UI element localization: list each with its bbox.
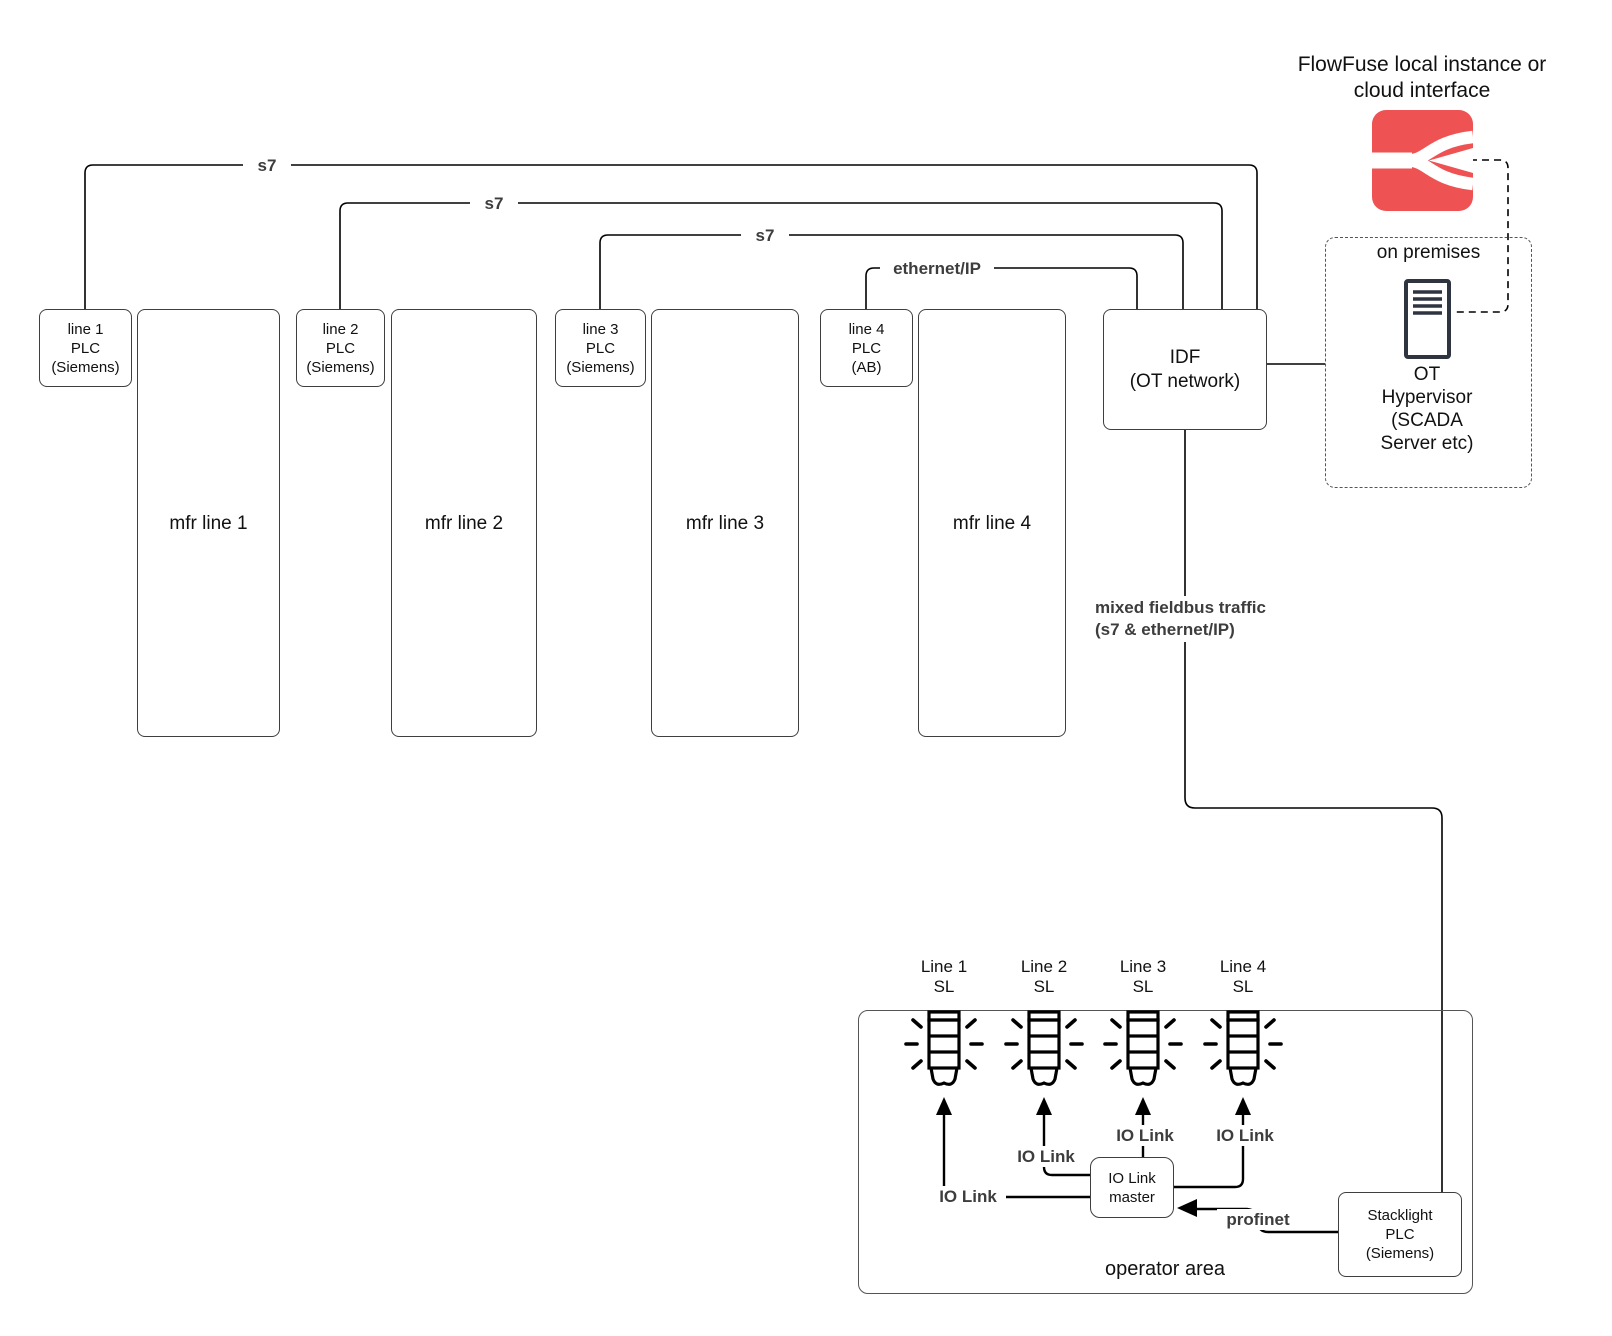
s7-label-2: s7: [470, 193, 518, 214]
s7-connector-2: [340, 203, 1222, 309]
stacklight-label-4: Line 4 SL: [1219, 957, 1267, 996]
io-link-label-1: IO Link: [930, 1186, 1006, 1207]
flowfuse-title-line2: cloud interface: [1353, 79, 1491, 102]
s7-label-1: s7: [243, 155, 291, 176]
stacklight-icon: [1201, 1008, 1285, 1100]
ot-hypervisor-label: [1337, 363, 1517, 455]
node-line2-plc: line 2 PLC (Siemens): [296, 309, 385, 387]
flowfuse-logo-icon: [1372, 110, 1473, 211]
stacklight-icon: [902, 1008, 986, 1100]
ot-hypervisor-line3: (SCADA: [1391, 410, 1463, 431]
mfr-line-1-label: mfr line 1: [169, 512, 248, 534]
node-mfr-line-2: [391, 309, 537, 737]
s7-connector-1: [85, 165, 1257, 309]
on-premises-label: on premises: [1376, 242, 1481, 263]
io-link-master-label-line1: IO Link: [1108, 1169, 1156, 1187]
stacklight-plc-label-line1: Stacklight: [1367, 1207, 1433, 1224]
node-mfr-line-3: [651, 309, 799, 737]
node-mfr-line-4: [918, 309, 1066, 737]
stacklight-icon: [1002, 1008, 1086, 1100]
s7-label-3: s7: [741, 225, 789, 246]
flowfuse-title: [1262, 52, 1582, 104]
node-io-link-master: [1090, 1157, 1174, 1218]
stacklight-label-1: Line 1 SL: [920, 957, 968, 996]
stacklight-label-3: Line 3 SL: [1119, 957, 1167, 996]
io-link-label-4: IO Link: [1207, 1125, 1283, 1146]
mfr-line-4-label: mfr line 4: [952, 512, 1032, 534]
node-idf: [1103, 309, 1267, 430]
operator-area-label: operator area: [1104, 1258, 1226, 1280]
node-stacklight-plc: Stacklight PLC (Siemens): [1338, 1192, 1462, 1277]
io-link-label-3: IO Link: [1107, 1125, 1183, 1146]
ot-hypervisor-line4: Server etc): [1380, 433, 1474, 454]
line4-plc-label: line 4: [848, 320, 885, 338]
stacklight-label-2: Line 2 SL: [1020, 957, 1068, 996]
ethernet-ip-label: ethernet/IP: [880, 258, 994, 279]
mfr-line-3-label: mfr line 3: [685, 512, 765, 534]
stacklight-icon: [1101, 1008, 1185, 1100]
node-line1-plc: line 1 PLC (Siemens): [39, 309, 132, 387]
io-link-master-label-line2: master: [1109, 1188, 1155, 1206]
line2-plc-label: line 2: [322, 320, 359, 338]
mfr-line-2-label: mfr line 2: [424, 512, 504, 534]
ot-hypervisor-line1: OT: [1413, 364, 1441, 385]
io-link-label-2: IO Link: [1008, 1146, 1084, 1167]
server-icon: [1404, 279, 1451, 359]
node-line3-plc: line 3 PLC (Siemens): [555, 309, 646, 387]
idf-label-line1: IDF: [1169, 346, 1201, 368]
mixed-fieldbus-label: mixed fieldbus traffic (s7 & ethernet/IP): [1093, 596, 1287, 642]
flowfuse-title-line1: FlowFuse local instance or: [1297, 53, 1547, 76]
node-line4-plc: line 4 PLC (AB): [820, 309, 913, 387]
ot-hypervisor-line2: Hypervisor: [1381, 387, 1473, 408]
idf-label-line2: (OT network): [1129, 370, 1241, 392]
line1-plc-label: line 1: [67, 320, 104, 338]
line3-plc-label: line 3: [582, 320, 619, 338]
profinet-label: profinet: [1217, 1209, 1299, 1230]
node-mfr-line-1: [137, 309, 280, 737]
